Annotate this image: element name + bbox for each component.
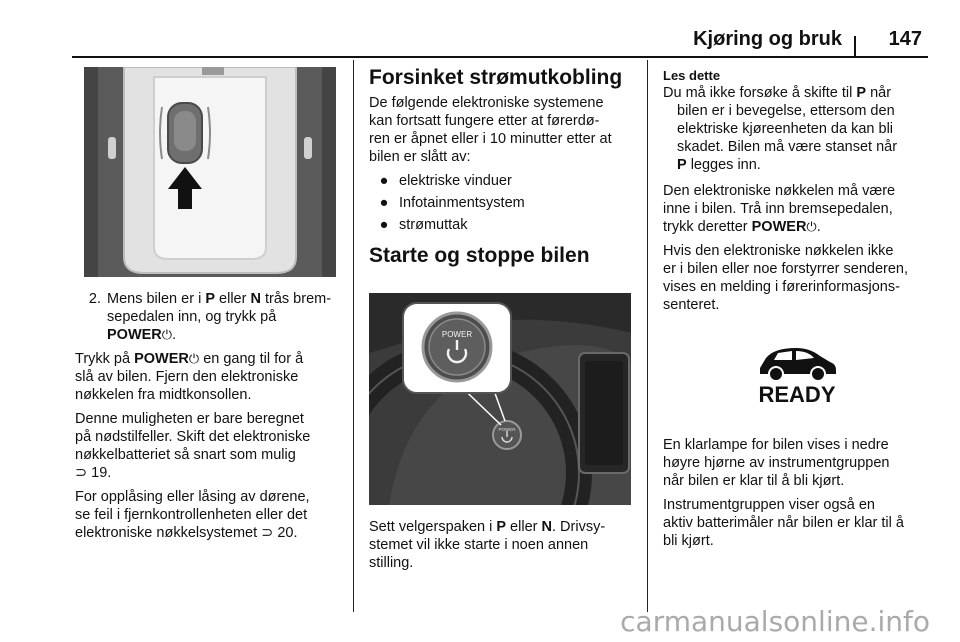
text: høyre hjørne av instrumentgruppen <box>663 455 890 471</box>
page-reference-link[interactable]: elektroniske nøkkelsystemet ⊃ 20. <box>75 525 298 541</box>
page-header <box>72 26 928 56</box>
dashboard-drawing <box>369 293 631 505</box>
bullet-icon: ● <box>379 217 389 233</box>
step-text-part: Mens bilen er i <box>107 291 206 307</box>
text: aktiv batterimåler når bilen er klar til å <box>663 515 904 531</box>
gear-n: N <box>541 519 552 535</box>
text: . Drivsy- <box>551 519 606 535</box>
text: når <box>866 85 892 101</box>
paragraph-2 <box>75 410 343 482</box>
text: bilen er slått av: <box>369 149 471 165</box>
step-text-part: sepedalen inn, og trykk på <box>107 309 277 325</box>
text: For opplåsing eller låsing av dørene, <box>75 489 310 505</box>
paragraph-battery-gauge <box>663 496 943 550</box>
list-item-text: elektriske vinduer <box>399 173 512 189</box>
power-label: POWER <box>134 351 189 367</box>
gear-p: P <box>677 157 687 173</box>
column-divider-2 <box>647 60 648 612</box>
text: elektriske kjøreenheten da kan bli <box>677 121 894 137</box>
middle-column-lower <box>369 518 637 578</box>
bullet-icon: ● <box>379 195 389 211</box>
text: eller <box>506 519 542 535</box>
text: bli kjørt. <box>663 533 714 549</box>
step-2 <box>75 290 343 344</box>
left-column <box>75 290 343 548</box>
text: skadet. Bilen må være stanset når <box>677 139 898 155</box>
watermark: carmanualsonline.info <box>620 605 930 638</box>
step-text-part: trås brem- <box>260 291 332 307</box>
column-divider-1 <box>353 60 354 612</box>
text: inne i bilen. Trå inn bremsepedalen, <box>663 201 893 217</box>
key-slot-illustration <box>84 67 336 277</box>
text: se feil i fjernkontrollenheten eller det <box>75 507 308 523</box>
text: Trykk på <box>75 351 135 367</box>
page-reference-link[interactable]: ⊃ 19. <box>75 465 112 481</box>
list-item <box>369 172 637 190</box>
text: En klarlampe for bilen vises i nedre <box>663 437 889 453</box>
header-tick <box>854 36 856 58</box>
power-button-illustration <box>369 293 631 505</box>
text: Den elektroniske nøkkelen må være <box>663 183 896 199</box>
intro-paragraph <box>369 94 637 166</box>
gear-paragraph <box>369 518 637 572</box>
ready-text: READY <box>758 382 836 406</box>
text: . <box>816 219 821 235</box>
text: senteret. <box>663 297 720 313</box>
text: Instrumentgruppen viser også en <box>663 497 875 513</box>
text: Hvis den elektroniske nøkkelen ikke <box>663 243 894 259</box>
gear-p: P <box>496 519 507 535</box>
right-column-lower <box>663 436 943 556</box>
power-button-label: POWER <box>441 330 473 339</box>
text: på nødstilfeller. Skift det elektroniske <box>75 429 311 445</box>
power-icon: ⏻ <box>806 219 817 234</box>
text: nøkkelen fra midtkonsollen. <box>75 387 252 403</box>
heading-delayed-power-off: Forsinket strømutkobling <box>369 66 623 89</box>
paragraph-key-missing <box>663 242 943 314</box>
text: Du må ikke forsøke å skifte til <box>663 85 857 101</box>
list-item-text: Infotainmentsystem <box>399 195 525 211</box>
text: nøkkelbatteriet så snart som mulig <box>75 447 296 463</box>
text: er i bilen eller noe forstyrrer senderen, <box>663 261 909 277</box>
power-label: POWER <box>107 327 162 343</box>
step-text-part: . <box>172 327 177 343</box>
gear-p: P <box>856 85 867 101</box>
text: vises en melding i førerinformasjons- <box>663 279 900 295</box>
text: stilling. <box>369 555 414 571</box>
header-rule <box>72 56 928 58</box>
text: Denne muligheten er bare beregnet <box>75 411 304 427</box>
key-slot-drawing <box>84 67 336 277</box>
text: De følgende elektroniske systemene <box>369 95 604 111</box>
section-title: Kjøring og bruk <box>693 28 842 50</box>
text: når bilen er klar til å bli kjørt. <box>663 473 845 489</box>
step-text <box>107 290 331 344</box>
middle-column <box>369 66 637 276</box>
step-number: 2. <box>88 291 101 307</box>
right-column <box>663 68 943 320</box>
text: stemet vil ikke starte i noen annen <box>369 537 589 553</box>
text: slå av bilen. Fjern den elektroniske <box>75 369 299 385</box>
ready-indicator <box>752 340 842 406</box>
paragraph-key-inside <box>663 182 943 236</box>
text: kan fortsatt fungere etter at førerdø- <box>369 113 600 129</box>
step-text-part: eller <box>215 291 251 307</box>
small-power-label: POWER <box>498 427 516 432</box>
text: legges inn. <box>686 157 761 173</box>
paragraph-3 <box>75 488 343 542</box>
note-title: Les dette <box>663 68 721 83</box>
text: trykk deretter <box>663 219 752 235</box>
list-item <box>369 216 637 234</box>
text: en gang til for å <box>199 351 304 367</box>
car-ready-icon <box>752 340 842 406</box>
gear-n: N <box>250 291 261 307</box>
list-item-text: strømuttak <box>399 217 468 233</box>
list-item <box>369 194 637 212</box>
text: ren er åpnet eller i 10 minutter etter at <box>369 131 612 147</box>
power-icon: ⏻ <box>188 351 200 366</box>
bullet-icon: ● <box>379 173 389 189</box>
paragraph-ready-lamp <box>663 436 943 490</box>
power-label: POWER <box>751 219 807 235</box>
gear-p: P <box>205 291 215 307</box>
heading-start-stop: Starte og stoppe bilen <box>369 244 590 267</box>
text: Sett velgerspaken i <box>369 519 497 535</box>
paragraph-1 <box>75 350 343 404</box>
page-number: 147 <box>888 28 922 50</box>
note-text <box>663 84 943 174</box>
text: bilen er i bevegelse, ettersom den <box>677 103 895 119</box>
bullet-list <box>369 172 637 234</box>
power-icon: ⏻ <box>161 327 173 342</box>
